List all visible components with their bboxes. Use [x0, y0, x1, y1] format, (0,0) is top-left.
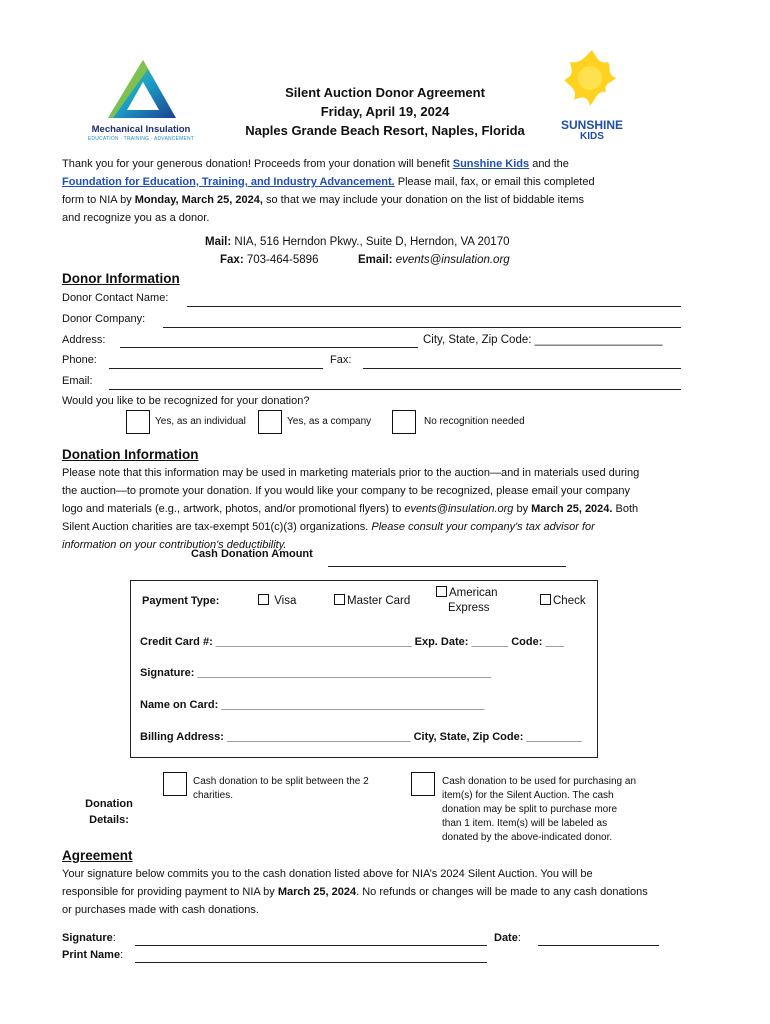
- print-name-label: Print Name:: [62, 949, 124, 961]
- checkbox-company[interactable]: [258, 410, 282, 434]
- address-label: Address:: [62, 334, 106, 346]
- split-option-text: Cash donation to be split between the 2 charities.: [193, 776, 369, 801]
- signature-label: Signature:: [62, 932, 116, 944]
- page-title: Silent Auction Donor Agreement: [285, 85, 485, 100]
- email-field[interactable]: [109, 389, 681, 390]
- checkbox-purchase[interactable]: [411, 772, 435, 796]
- option-none-label: No recognition needed: [424, 416, 525, 427]
- visa-option[interactable]: Visa: [258, 594, 296, 607]
- check-option[interactable]: Check: [540, 594, 586, 607]
- option-individual-label: Yes, as an individual: [155, 416, 246, 427]
- option-company-label: Yes, as a company: [287, 416, 372, 427]
- fax-field[interactable]: [363, 368, 681, 369]
- mail-line: Mail: NIA, 516 Herndon Pkwy., Suite D, Herndon, VA 20170: [205, 236, 510, 248]
- intro-paragraph: Thank you for your generous donation! Proceeds from your donation will benefit Sunshine Kids and the Foundation for Education, Training, and Industry Advancement. Please mail, fax, or email this completed form to NIA by Monday, March 25, 2024, so that we may include your donation on the list of biddable items and recognize you as a donor.: [62, 158, 595, 224]
- purchase-option-text: Cash donation to be used for purchasing an item(s) for the Silent Auction. The cash donation may be split to purchase more than 1 item. Item(s) will be labeled as donated by the above-indicated donor.: [442, 776, 637, 843]
- mastercard-option[interactable]: Master Card: [334, 594, 410, 607]
- sunshine-kids-name-2: KIDS: [580, 131, 604, 142]
- recognize-question: Would you like to be recognized for your donation?: [62, 395, 310, 407]
- contact-name-field[interactable]: [187, 306, 681, 307]
- nia-logo: [86, 56, 196, 146]
- billing-address-field[interactable]: Billing Address: ______________________________ City, State, Zip Code: _________: [140, 731, 582, 743]
- company-field[interactable]: [163, 327, 681, 328]
- checkbox-individual[interactable]: [126, 410, 150, 434]
- agreement-heading: Agreement: [62, 848, 133, 863]
- check-checkbox[interactable]: [540, 594, 551, 605]
- nia-logo-name: Mechanical Insulation: [91, 124, 191, 135]
- sunshine-kids-name-1: SUNSHINE: [560, 118, 623, 132]
- cash-amount-label: Cash Donation Amount: [191, 548, 313, 560]
- company-label: Donor Company:: [62, 313, 146, 325]
- event-date: Friday, April 19, 2024: [320, 104, 450, 119]
- amex-option[interactable]: American: [436, 586, 498, 599]
- date-label: Date:: [494, 932, 521, 944]
- email-label: Email:: [62, 375, 93, 387]
- payment-type-label: Payment Type:: [142, 595, 220, 607]
- name-on-card-field[interactable]: Name on Card: ___________________________________________: [140, 699, 485, 711]
- contact-name-label: Donor Contact Name:: [62, 292, 169, 304]
- sunshine-kids-link[interactable]: Sunshine Kids: [452, 158, 530, 170]
- phone-field[interactable]: [109, 368, 323, 369]
- fax-line: Fax: 703-464-5896: [220, 254, 319, 266]
- city-state-zip-field[interactable]: City, State, Zip Code: ____________________: [423, 334, 663, 346]
- email-line: Email: events@insulation.org: [358, 254, 510, 266]
- event-venue: Naples Grande Beach Resort, Naples, Florida: [245, 123, 525, 138]
- donation-heading: Donation Information: [62, 447, 199, 462]
- date-field[interactable]: [538, 945, 659, 946]
- address-field[interactable]: [120, 347, 418, 348]
- phone-label: Phone:: [62, 354, 97, 366]
- visa-checkbox[interactable]: [258, 594, 269, 605]
- print-name-field[interactable]: [135, 962, 487, 963]
- nia-logo-tagline: EDUCATION · TRAINING · ADVANCEMENT: [87, 136, 195, 142]
- mastercard-checkbox[interactable]: [334, 594, 345, 605]
- fax-label: Fax:: [330, 354, 352, 366]
- signature-field[interactable]: [135, 945, 487, 946]
- amex-checkbox[interactable]: [436, 586, 447, 597]
- donation-paragraph: Please note that this information may be used in marketing materials prior to the auction—and in materials used during the auction—to promote your donation. If you would like your company to be recognized, please email your company logo and materials (e.g., artwork, photos, and/or promotional flyers) to events@insulation.org by March 25, 2024. Both Silent Auction charities are tax-exempt 501(c)(3) organizations. Please consult your company's tax advisor for information on your contribution's deductibility.: [62, 467, 640, 551]
- cash-amount-field[interactable]: [328, 566, 566, 567]
- amex-label-2: Express: [448, 602, 490, 614]
- agreement-paragraph: Your signature below commits you to the cash donation listed above for NIA’s 2024 Silent Auction. You will be responsible for providing payment to NIA by March 25, 2024. No refunds or changes will be made to any cash donations or purchases made with cash donations.: [62, 868, 648, 916]
- card-signature-field[interactable]: Signature: ________________________________________________: [140, 667, 492, 679]
- donation-details-label: Donation Details:: [85, 798, 133, 826]
- deadline: Monday, March 25, 2024,: [134, 194, 263, 206]
- donor-heading: Donor Information: [62, 271, 180, 286]
- checkbox-split[interactable]: [163, 772, 187, 796]
- credit-card-field[interactable]: Credit Card #: ________________________________ Exp. Date: ______ Code: ___: [140, 636, 564, 648]
- foundation-link[interactable]: Foundation for Education, Training, and Industry Advancement.: [62, 176, 395, 188]
- checkbox-no-recognition[interactable]: [392, 410, 416, 434]
